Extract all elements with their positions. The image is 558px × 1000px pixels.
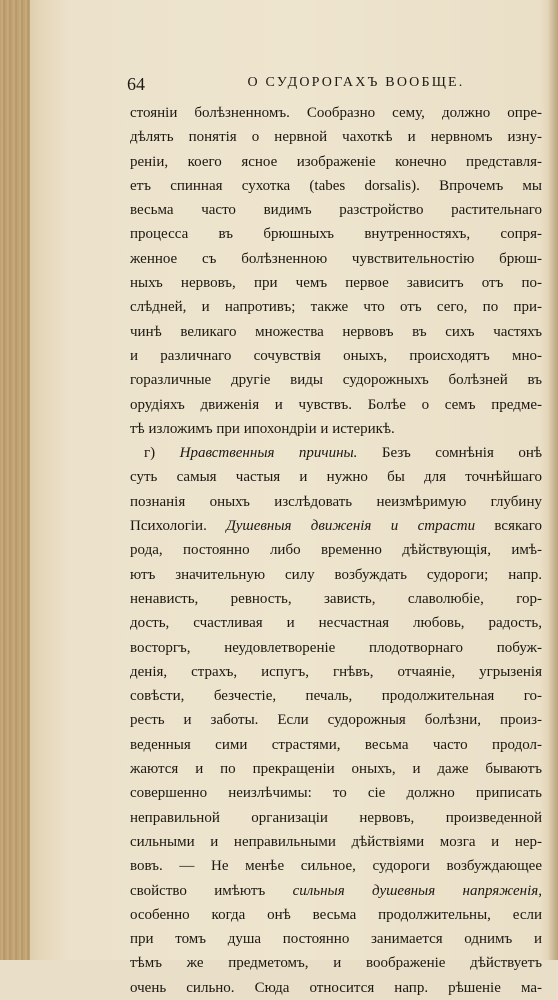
text-segment: восторгъ, неудовлетвореніе плодотворнаго побуж- [130,639,542,656]
text-segment: дость, счастливая и несчастная любовь, радость, [130,615,542,632]
page-header [127,74,545,96]
text-segment: при томъ душа постоянно занимается однимъ и [130,931,542,948]
text-line [130,441,542,465]
text-line [130,830,542,854]
page-edge-shadow [548,0,558,960]
text-line [130,490,542,514]
text-segment: Психологіи. [130,518,227,535]
text-segment: сильными и неправильными дѣйствіями мозга и нер- [130,833,542,850]
text-segment: весьма часто видимъ разстройство растительнаго [130,202,542,219]
text-segment: ютъ значительную силу возбуждать судороги; напр. [130,566,542,583]
text-line [130,563,542,587]
text-line [130,927,542,951]
text-line [130,295,542,319]
text-segment: рода, постоянно либо временно дѣйствующія, имѣ- [130,542,542,559]
text-segment: слѣдней, и напротивъ; также что отъ сего, по при- [130,299,542,316]
text-segment: тѣмъ же предметомъ, и воображеніе дѣйствуетъ [130,955,542,972]
text-segment: неправильной организаціи нервовъ, произведенной [130,809,542,826]
text-line [130,344,542,368]
text-line [130,951,542,975]
text-line [130,781,542,805]
text-line [130,320,542,344]
text-segment: горазличные другіе виды судорожныхъ болѣзней въ [130,372,542,389]
italic-text-segment: Нравственныя причины. [179,445,358,462]
text-line [130,150,542,174]
text-line [130,708,542,732]
text-line [130,636,542,660]
text-line [130,757,542,781]
text-segment: чинѣ великаго множества нервовъ въ сихъ частяхъ [130,323,542,340]
text-line [130,465,542,489]
body-text [130,101,542,1000]
text-line [130,976,542,1000]
text-line [130,368,542,392]
text-line [130,393,542,417]
text-segment: ныхъ нервовъ, при чемъ первое зависитъ отъ по- [130,275,542,292]
text-segment: реніи, коего ясное изображеніе конечно представля- [130,153,542,170]
text-line [130,417,542,441]
italic-text-segment: сильныя душевныя напряженія, [292,882,543,899]
text-line [130,101,542,125]
text-segment: вовъ. — Не менѣе сильное, судороги возбуждающее [130,858,542,875]
text-segment: свойство имѣютъ [130,882,293,899]
text-segment: дѣлять понятія о нервной чахоткѣ и нервномъ изну- [130,129,542,146]
text-segment: совѣсти, безчестіе, печаль, продолжительная го- [130,688,542,705]
text-segment: денія, страхъ, испугъ, гнѣвъ, отчаяніе, угрызенія [130,663,542,680]
text-line [130,660,542,684]
text-line [130,733,542,757]
text-line [130,587,542,611]
italic-text-segment: Душевныя движенія и страсти [226,518,476,535]
text-segment: Безъ сомнѣнія онѣ [357,445,543,462]
text-line [130,125,542,149]
text-segment: всякаго [475,518,542,535]
text-segment: особенно когда онѣ весьма продолжительны, если [130,906,542,923]
text-segment: ненависть, ревность, зависть, славолюбіе, гор- [130,590,542,607]
text-segment: тѣ изложимъ при ипохондріи и истерикѣ. [130,420,395,437]
text-line [130,271,542,295]
text-segment: суть самыя частыя и нужно бы для точнѣйшаго [130,469,542,486]
text-segment: женное съ болѣзненною чувствительностію брюш- [130,250,542,267]
text-line [130,222,542,246]
text-segment: стояніи болѣзненномъ. Сообразно сему, должно опре- [130,105,542,121]
text-segment: веденныя сими страстями, весьма часто продол- [130,736,542,753]
text-segment: очень сильно. Сюда относится напр. рѣшеніе ма- [130,979,542,996]
text-line [130,854,542,878]
text-line [130,174,542,198]
text-line [130,198,542,222]
text-segment: етъ спинная сухотка (tabes dorsalis). Впрочемъ мы [130,177,542,194]
text-segment: процесса въ брюшныхъ внутренностяхъ, сопря- [130,226,542,243]
text-segment: орудіяхъ движенія и чувствъ. Болѣе о семъ предме- [130,396,542,413]
text-segment: ресть и заботы. Если судорожныя болѣзни, произ- [130,712,542,729]
text-segment: совершенно неизлѣчимы: то сіе должно приписать [130,785,542,802]
text-line [130,247,542,271]
text-line [130,514,542,538]
text-line [130,684,542,708]
text-segment: г) [144,445,180,462]
text-segment: познанія оныхъ изслѣдовать неизмѣримую глубину [130,493,542,510]
text-line [130,538,542,562]
text-segment: жаются и по прекращеніи оныхъ, и даже бываютъ [130,761,542,778]
text-line [130,611,542,635]
text-line [130,879,542,903]
page-number: 64 [127,74,145,94]
text-segment: и различнаго сочувствія оныхъ, происходятъ мно- [130,347,542,364]
text-line [130,806,542,830]
book-spine [0,0,30,960]
text-line [130,903,542,927]
running-title: О СУДОРОГАХЪ ВООБЩЕ. [247,75,465,90]
